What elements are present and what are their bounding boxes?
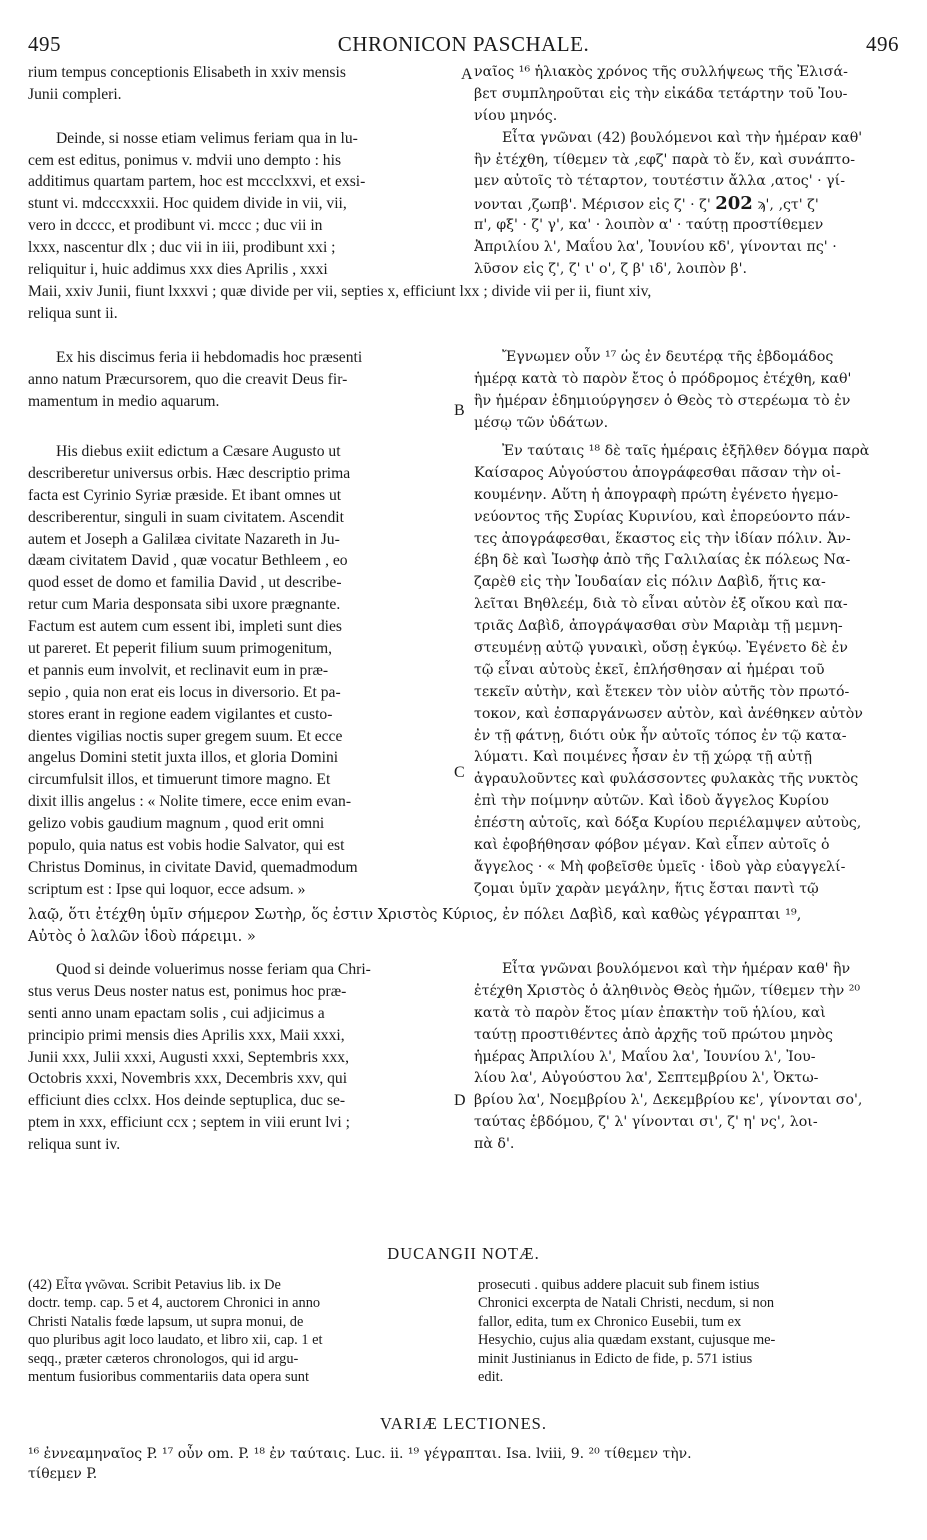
note-line: seqq., præter cæteros chronologos, qui id argu- <box>28 1350 299 1367</box>
note-line: prosecuti . quibus addere placuit sub finem istius <box>478 1277 760 1293</box>
text-line: ταύτῃ προστιθέντες ἀπὸ ἀρχῆς τοῦ πρώτου μηνὸς <box>474 1026 833 1043</box>
text-line: dixit illis angelus : « Nolite timere, ecce enim evan- <box>28 793 352 811</box>
note-line: edit. <box>478 1368 504 1385</box>
text-line: Christus Dominus, in civitate David, quemadmodum <box>28 858 358 876</box>
text-line: ζαρὲθ εἰς τὴν Ἰουδαίαν εἰς πόλιν Δαβὶδ, ἥτις κα- <box>474 574 826 591</box>
text-line: ἐπέστη αὐτοῖς, καὶ δόξα Κυρίου περιέλαμψεν αὐτοὺς, <box>474 815 862 832</box>
text-line: ptem in xxx, efficiunt ccx ; septem in viii erunt lvi ; <box>28 1114 350 1132</box>
text-line: mamentum in medio aquarum. <box>28 392 220 410</box>
text-line: sepio , quia non erat eis locus in diversorio. Et pa- <box>28 683 341 701</box>
text-line: Καίσαρος Αὐγούστου ἀπογράφεσθαι πᾶσαν τὴν οἰ- <box>474 464 841 481</box>
text-line <box>28 106 458 128</box>
text-line: καὶ ἐφοβήθησαν φόβον μέγαν. Καὶ εἶπεν αὐτοῖς ὁ <box>474 837 830 854</box>
text-line: Octobris xxxi, Novembris xxx, Decembris xxv, qui <box>28 1070 348 1088</box>
variae-title: VARIÆ LECTIONES. <box>380 1414 547 1433</box>
text-line: Ἔγνωμεν οὖν ¹⁷ ὡς ἐν δευτέρᾳ τῆς ἑβδομάδος <box>502 349 834 365</box>
text-line: Junii xxx, Julii xxxi, Augusti xxxi, Septembris xxx, <box>28 1048 349 1066</box>
text-line: ἀγραυλοῦντες καὶ φυλάσσοντες φυλακὰς τῆς νυκτὸς <box>474 771 859 788</box>
text-line: μέσῳ τῶν ὑδάτων. <box>474 414 609 431</box>
text-line: τριᾶς Δαβὶδ, ἀπογράψασθαι σὺν Μαριὰμ τῇ μεμνη- <box>474 618 843 635</box>
section-c-latin <box>28 441 458 901</box>
text-line: τες ἀπογράφεσθαι, ἕκαστος εἰς τὴν ἰδίαν πόλιν. Ἀν- <box>474 530 851 547</box>
text-line: νίου μηνός. <box>474 107 558 124</box>
text-fragment: νονται ‚ζωπβ'. Μέρισον εἰς ζ' · ζ' <box>474 197 711 214</box>
text-line: efficiunt dies cclxx. Hos deinde septuplica, duc se- <box>28 1092 346 1110</box>
text-line: Quod si deinde voluerimus nosse feriam qua Chri- <box>56 961 371 978</box>
text-line: gelizo vobis gaudium magnum , quod erit omni <box>28 815 325 833</box>
note-line: minit Justinianus in Edicto de fide, p. 571 istius <box>478 1350 753 1367</box>
text-line: νεύοντος τῆς Συρίας Κυρινίου, καὶ ἐπορεύοντο πάν- <box>474 508 851 525</box>
text-line: ναῖος ¹⁶ ἡλιακὸς χρόνος τῆς συλλήψεως τῆς Ἐλισά- <box>474 64 848 80</box>
text-line: principio primi mensis dies Aprilis xxx, Maii xxxi, <box>28 1026 345 1044</box>
text-line: ut pareret. Et peperit filium suum primogenitum, <box>28 640 333 658</box>
text-line: Εἶτα γνῶναι (42) βουλόμενοι καὶ τὴν ἡμέραν καθ' <box>502 129 863 146</box>
note-line: fallor, edita, tum ex Chronico Eusebii, tum ex <box>478 1313 742 1330</box>
text-line: stus verus Deus noster natus est, ponimus hoc præ- <box>28 982 347 1000</box>
text-line: ἐτέχθη Χριστὸς ὁ ἀληθινὸς Θεὸς ἡμῶν, τίθεμεν τὴν ²⁰ <box>474 982 861 999</box>
page-number-left: 495 <box>28 32 61 56</box>
text-line: λίου λα', Αὐγούστου λα', Σεπτεμβρίου λ', Ὀκτω- <box>474 1070 819 1087</box>
section-b-greek <box>474 347 904 435</box>
text-line: Ἐν ταύταις ¹⁸ δὲ ταῖς ἡμέραις ἐξῆλθεν δόγμα παρὰ <box>502 443 870 459</box>
text-fragment: ϡ', ‚ςτ' ζ' <box>757 197 819 214</box>
notes-left-column <box>28 1276 458 1386</box>
notes-right-column <box>478 1276 902 1386</box>
text-line: ἣν ἐτέχθη, τίθεμεν τὰ ‚εφζ' παρὰ τὸ ἕν, καὶ συνάπτο- <box>474 151 855 168</box>
text-line: circumfulsit illos, et timuerunt timore magno. Et <box>28 771 331 789</box>
note-line: (42) Εἶτα γνῶναι. Scribit Petavius lib. ix De <box>28 1277 281 1293</box>
text-line: describerentur, singuli in suam civitatem. Ascendit <box>28 508 344 526</box>
text-line: ἄγγελος · « Μὴ φοβεῖσθε ὑμεῖς · ἰδοὺ γὰρ εὐαγγελί- <box>474 858 846 875</box>
text-line: κατὰ τὸ παρὸν ἔτος μίαν ἐπακτὴν τοῦ ἡλίου, καὶ <box>474 1004 826 1021</box>
margin-mark-b: B <box>454 402 465 419</box>
text-line: scriptum est : Ipse qui loquor, ecce adsum. » <box>28 880 306 898</box>
column-number: 202 <box>715 193 753 215</box>
note-line: Chronici excerpta de Natali Christi, necdum, si non <box>478 1295 775 1312</box>
section-a-greek <box>474 62 904 281</box>
text-line: stunt vi. mdcccxxxii. Hoc quidem divide in vii, vii, <box>28 195 347 213</box>
text-line: βετ συμπληροῦται εἰς τὴν εἰκάδα τετάρτην τοῦ Ἰου- <box>474 85 848 102</box>
text-line: ἡμέρᾳ κατὰ τὸ παρὸν ἔτος ὁ πρόδρομος ἐτέχθη, καθ' <box>474 370 852 387</box>
section-b-latin <box>28 347 458 413</box>
margin-mark-a: A <box>461 66 473 83</box>
text-line: τῷ εἶναι αὐτοὺς ἐκεῖ, ἐπλήσθησαν αἱ ἡμέραι τοῦ <box>474 661 825 678</box>
text-line: λεῖται Βηθλεέμ, διὰ τὸ εἶναι αὐτὸν ἐξ οἴκου καὶ πα- <box>474 596 848 613</box>
text-line: τεκεῖν αὐτὴν, καὶ ἔτεκεν τὸν υἱὸν αὐτῆς τὸν πρωτό- <box>474 683 850 700</box>
text-line: lxxx, nascentur dlx ; duc vii in iii, prodibunt xxi ; <box>28 239 336 257</box>
text-line: vero in dcccc, et prodibunt vi. mccc ; duc vii in <box>28 217 323 235</box>
text-line: Ἀπριλίου λ', Μαΐου λα', Ἰουνίου κδ', γίνονται πς' · <box>474 239 837 256</box>
text-line: Factum est autem cum essent ibi, impleti sunt dies <box>28 618 342 636</box>
section-d-latin <box>28 959 458 1156</box>
text-line: ἡμέρας Ἀπριλίου λ', Μαΐου λα', Ἰουνίου λ', Ἰου- <box>474 1048 816 1065</box>
text-line: π', φξ' · ζ' γ', κα' · λοιπὸν α' · ταύτῃ προστίθεμεν <box>474 217 824 234</box>
margin-mark-d: D <box>454 1092 466 1109</box>
text-line: retur cum Maria desponsata sibi uxore prægnante. <box>28 596 341 614</box>
note-line: quo pluribus agit loco laudato, et libro xii, cap. 1 et <box>28 1332 323 1349</box>
text-line: ταύτας ἑβδόμου, ζ' λ' γίνονται σι', ζ' η' νς', λοι- <box>474 1114 818 1131</box>
text-line: dæam civitatem David , quæ vocatur Bethleem , eo <box>28 552 348 570</box>
text-line: ἐν τῇ φάτνῃ, διότι οὐκ ἦν αὐτοῖς τόπος ἐν τῷ κατα- <box>474 727 847 744</box>
text-line: ἐπὶ τὴν ποίμνην αὐτῶν. Καὶ ἰδοὺ ἄγγελος Κυρίου <box>474 793 829 810</box>
text-line: λῦσον εἰς ζ', ζ' ι' ο', ζ β' ιδ', λοιπὸν β'. <box>474 261 748 278</box>
text-line: et pannis eum involvit, et reclinavit eum in præ- <box>28 661 329 679</box>
note-line: Christi Natalis fœde lapsum, ut supra monui, de <box>28 1313 304 1330</box>
text-line: λύματι. Καὶ ποιμένες ἦσαν ἐν τῇ χώρᾳ τῇ αὐτῇ <box>474 749 813 766</box>
text-line: reliqua sunt iv. <box>28 1136 121 1154</box>
note-line: mentum fusioribus commentariis data opera sunt <box>28 1368 309 1385</box>
text-line: Deinde, si nosse etiam velimus feriam qua in lu- <box>56 129 358 147</box>
text-line: ζομαι ὑμῖν χαρὰν μεγάλην, ἥτις ἔσται παντὶ τῷ <box>474 880 819 897</box>
text-line: quod esset de domo et familia David , ut describe- <box>28 574 342 592</box>
text-line: rium tempus conceptionis Elisabeth in xxiv mensis <box>28 64 346 81</box>
text-line: reliquitur i, huic addimus xxx dies Aprilis , xxxi <box>28 261 328 279</box>
text-line: Εἶτα γνῶναι βουλόμενοι καὶ τὴν ἡμέραν καθ' ἣν <box>502 961 851 977</box>
full-width-line: Maii, xxiv Junii, fiunt lxxxvi ; quæ divide per vii, septies x, efficiunt lxx ; divide vii per ii, fiunt xiv, <box>28 283 652 300</box>
text-line: dientes vigilias noctis super gregem suum. Et ecce <box>28 727 343 745</box>
text-line: μεν αὐτοῖς τὸ τέταρτον, τουτέστιν ἄλλα ‚ατος' · γί- <box>474 173 846 190</box>
text-line: additimus quartam partem, hoc est mccclxxvi, et exsi- <box>28 173 366 191</box>
text-line: Ex his discimus feria ii hebdomadis hoc præsenti <box>56 349 363 366</box>
text-line: describeretur universus orbis. Hæc descriptio prima <box>28 464 351 482</box>
text-line: His diebus exiit edictum a Cæsare Augusto ut <box>56 443 341 460</box>
page-number-right: 496 <box>866 32 899 56</box>
text-line: βρίου λα', Νοεμβρίου λ', Δεκεμβρίου κε', γίνονται σο', <box>474 1092 863 1109</box>
text-line: ἣν ἡμέραν ἐδημιούργησεν ὁ Θεὸς τὸ στερέωμα τὸ ἐν <box>474 392 851 409</box>
text-line: senti anno unam epactam solis , cui adjicimus a <box>28 1004 325 1022</box>
full-width-line: Αὐτὸς ὁ λαλῶν ἰδοὺ πάρειμι. » <box>28 928 256 945</box>
text-line <box>474 193 904 215</box>
full-width-line: reliqua sunt ii. <box>28 305 118 322</box>
text-line: stores erant in regione eadem vigilantes et custo- <box>28 705 333 723</box>
notes-title: DUCANGII NOTÆ. <box>387 1244 540 1263</box>
section-c-greek <box>474 441 904 901</box>
text-line: cem est editus, ponimus v. mdvii uno dempto : his <box>28 151 342 169</box>
text-line: έβη δὲ καὶ Ἰωσὴφ ἀπὸ τῆς Γαλιλαίας ἐκ πόλεως Να- <box>474 552 851 569</box>
section-a-latin <box>28 62 458 281</box>
text-line: anno natum Præcursorem, quo die creavit Deus fir- <box>28 370 348 388</box>
full-width-line: λαῷ, ὅτι ἐτέχθη ὑμῖν σήμερον Σωτὴρ, ὅς ἐστιν Χριστὸς Κύριος, ἐν πόλει Δαβὶδ, καὶ καθὼς γέγραπται ¹⁹, <box>28 906 802 923</box>
margin-mark-c: C <box>454 764 465 781</box>
variae-line: ¹⁶ ἐννεαμηναῖος P. ¹⁷ οὖν om. P. ¹⁸ ἐν ταύταις. Luc. ii. ¹⁹ γέγραπται. Isa. lviii, 9. ²⁰ τίθεμεν τὴν. <box>28 1446 692 1462</box>
text-line: angelus Domini stetit juxta illos, et gloria Domini <box>28 749 339 767</box>
note-line: Hesychio, cujus alia quædam exstant, cujusque me- <box>478 1332 776 1349</box>
text-line: πὰ δ'. <box>474 1136 515 1153</box>
text-line: facta est Cyrinio Syriæ præside. Et ibant omnes ut <box>28 486 342 504</box>
text-line: στευμένῃ αὐτῷ γυναικὶ, οὔσῃ ἐγκύῳ. Ἐγένετο δὲ ἐν <box>474 640 848 657</box>
text-line: κουμένην. Αὕτη ἡ ἀπογραφὴ πρώτη ἐγένετο ἡγεμο- <box>474 486 839 503</box>
section-d-greek <box>474 959 904 1156</box>
variae-line: τίθεμεν P. <box>28 1466 98 1482</box>
text-line: populo, quia natus est vobis hodie Salvator, qui est <box>28 837 345 855</box>
running-title: CHRONICON PASCHALE. <box>337 32 590 56</box>
note-line: doctr. temp. cap. 5 et 4, auctorem Chronici in anno <box>28 1295 321 1312</box>
text-line: τοκον, καὶ ἐσπαργάνωσεν αὐτὸν, καὶ ἀνέθηκεν αὐτὸν <box>474 705 863 722</box>
text-line: autem et Joseph a Galilæa civitate Nazareth in Ju- <box>28 530 340 548</box>
text-line: Junii compleri. <box>28 85 122 103</box>
